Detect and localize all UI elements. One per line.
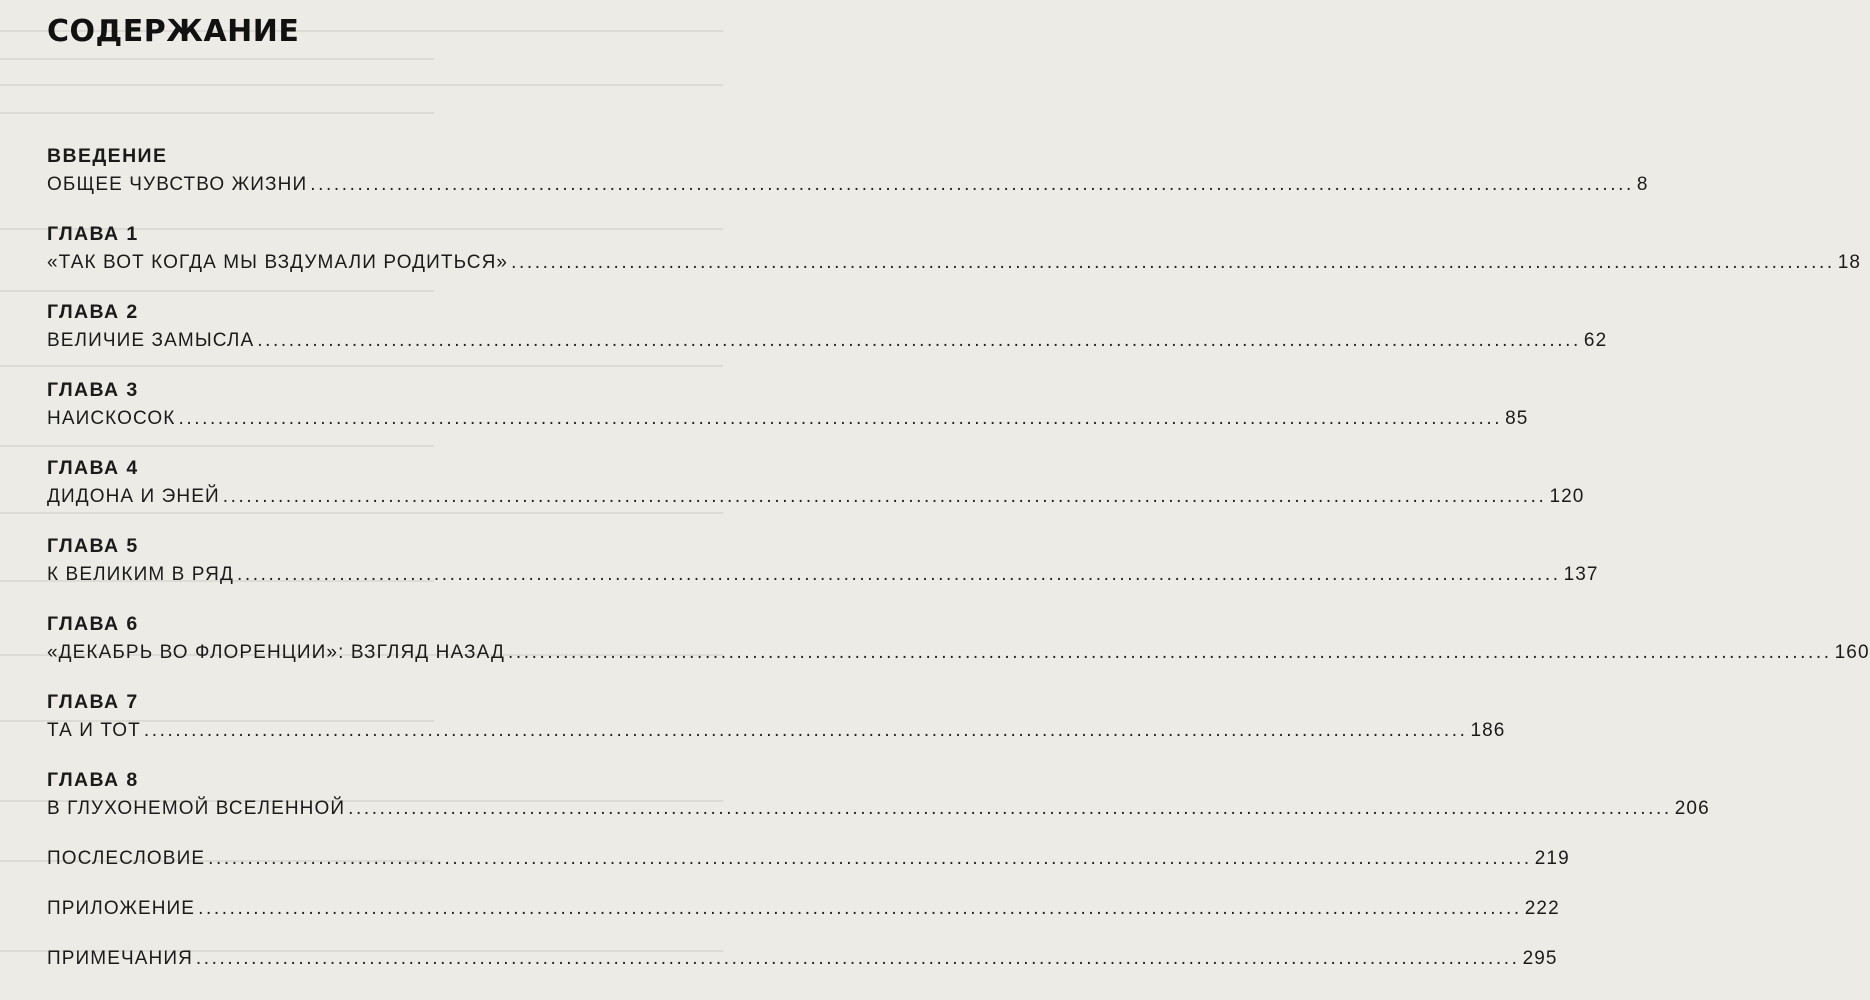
dot-leader: ........................................................................................................................................................................ <box>257 330 1581 351</box>
toc-entry <box>47 844 1570 873</box>
chapter-label: ГЛАВА 6 <box>47 613 139 635</box>
toc-section <box>47 220 1862 277</box>
toc-entry <box>47 482 1585 511</box>
entry-title: К ВЕЛИКИМ В РЯД <box>47 564 234 585</box>
dot-leader: ........................................................................................................................................................................ <box>198 898 1522 919</box>
dot-leader: ........................................................................................................................................................................ <box>511 252 1835 273</box>
table-of-contents <box>47 142 1870 994</box>
entry-title: НАИСКОСОК <box>47 408 176 429</box>
entry-title: В ГЛУХОНЕМОЙ ВСЕЛЕННОЙ <box>47 798 346 819</box>
toc-entry <box>47 248 1862 277</box>
chapter-label: ГЛАВА 1 <box>47 223 139 245</box>
page-title: СОДЕРЖАНИЕ <box>47 14 300 49</box>
toc-section <box>47 298 1608 355</box>
dot-leader: ........................................................................................................................................................................ <box>222 486 1547 507</box>
page-number: 222 <box>1524 898 1560 919</box>
chapter-label: ГЛАВА 2 <box>47 301 139 323</box>
page-number: 8 <box>1636 174 1649 195</box>
toc-section <box>47 532 1599 589</box>
toc-section <box>47 944 1558 973</box>
toc-section <box>47 142 1649 199</box>
toc-entry <box>47 404 1529 433</box>
chapter-label: ГЛАВА 7 <box>47 691 139 713</box>
entry-title: ОБЩЕЕ ЧУВСТВО ЖИЗНИ <box>47 174 308 195</box>
toc-entry <box>47 716 1506 745</box>
toc-section <box>47 610 1870 667</box>
page-number: 160 <box>1834 642 1870 663</box>
toc-section <box>47 376 1529 433</box>
toc-section <box>47 844 1570 873</box>
page-number: 18 <box>1837 252 1862 273</box>
entry-title: ТА И ТОТ <box>47 720 141 741</box>
page-number: 62 <box>1583 330 1608 351</box>
entry-title: ВЕЛИЧИЕ ЗАМЫСЛА <box>47 330 255 351</box>
chapter-label: ГЛАВА 4 <box>47 457 139 479</box>
toc-entry <box>47 560 1599 589</box>
dot-leader: ........................................................................................................................................................................ <box>178 408 1503 429</box>
toc-entry <box>47 794 1710 823</box>
dot-leader: ........................................................................................................................................................................ <box>310 174 1634 195</box>
dot-leader: ........................................................................................................................................................................ <box>236 564 1561 585</box>
chapter-label: ГЛАВА 5 <box>47 535 139 557</box>
toc-section <box>47 894 1560 923</box>
toc-entry <box>47 894 1560 923</box>
toc-entry <box>47 170 1649 199</box>
chapter-label: ГЛАВА 3 <box>47 379 139 401</box>
toc-section <box>47 454 1585 511</box>
dot-leader: ........................................................................................................................................................................ <box>507 642 1832 663</box>
entry-title: ПОСЛЕСЛОВИЕ <box>47 848 206 869</box>
toc-entry <box>47 638 1870 667</box>
dot-leader: ........................................................................................................................................................................ <box>348 798 1672 819</box>
entry-title: ДИДОНА И ЭНЕЙ <box>47 486 220 507</box>
page-number: 85 <box>1505 408 1529 429</box>
page-number: 206 <box>1674 798 1710 819</box>
page-number: 120 <box>1549 486 1585 507</box>
dot-leader: ........................................................................................................................................................................ <box>208 848 1532 869</box>
chapter-label: ГЛАВА 8 <box>47 769 139 791</box>
page-number: 137 <box>1563 564 1599 585</box>
dot-leader: ........................................................................................................................................................................ <box>143 720 1468 741</box>
toc-entry <box>47 944 1558 973</box>
chapter-label: ВВЕДЕНИЕ <box>47 145 168 167</box>
entry-title: ПРИЛОЖЕНИЕ <box>47 898 196 919</box>
page-number: 186 <box>1470 720 1506 741</box>
entry-title: «ТАК ВОТ КОГДА МЫ ВЗДУМАЛИ РОДИТЬСЯ» <box>47 252 509 273</box>
page-number: 219 <box>1534 848 1570 869</box>
toc-section <box>47 766 1710 823</box>
dot-leader: ........................................................................................................................................................................ <box>195 948 1520 969</box>
toc-section <box>47 688 1506 745</box>
toc-entry <box>47 326 1608 355</box>
page-number: 295 <box>1522 948 1558 969</box>
entry-title: ПРИМЕЧАНИЯ <box>47 948 193 969</box>
entry-title: «ДЕКАБРЬ ВО ФЛОРЕНЦИИ»: ВЗГЛЯД НАЗАД <box>47 642 505 663</box>
